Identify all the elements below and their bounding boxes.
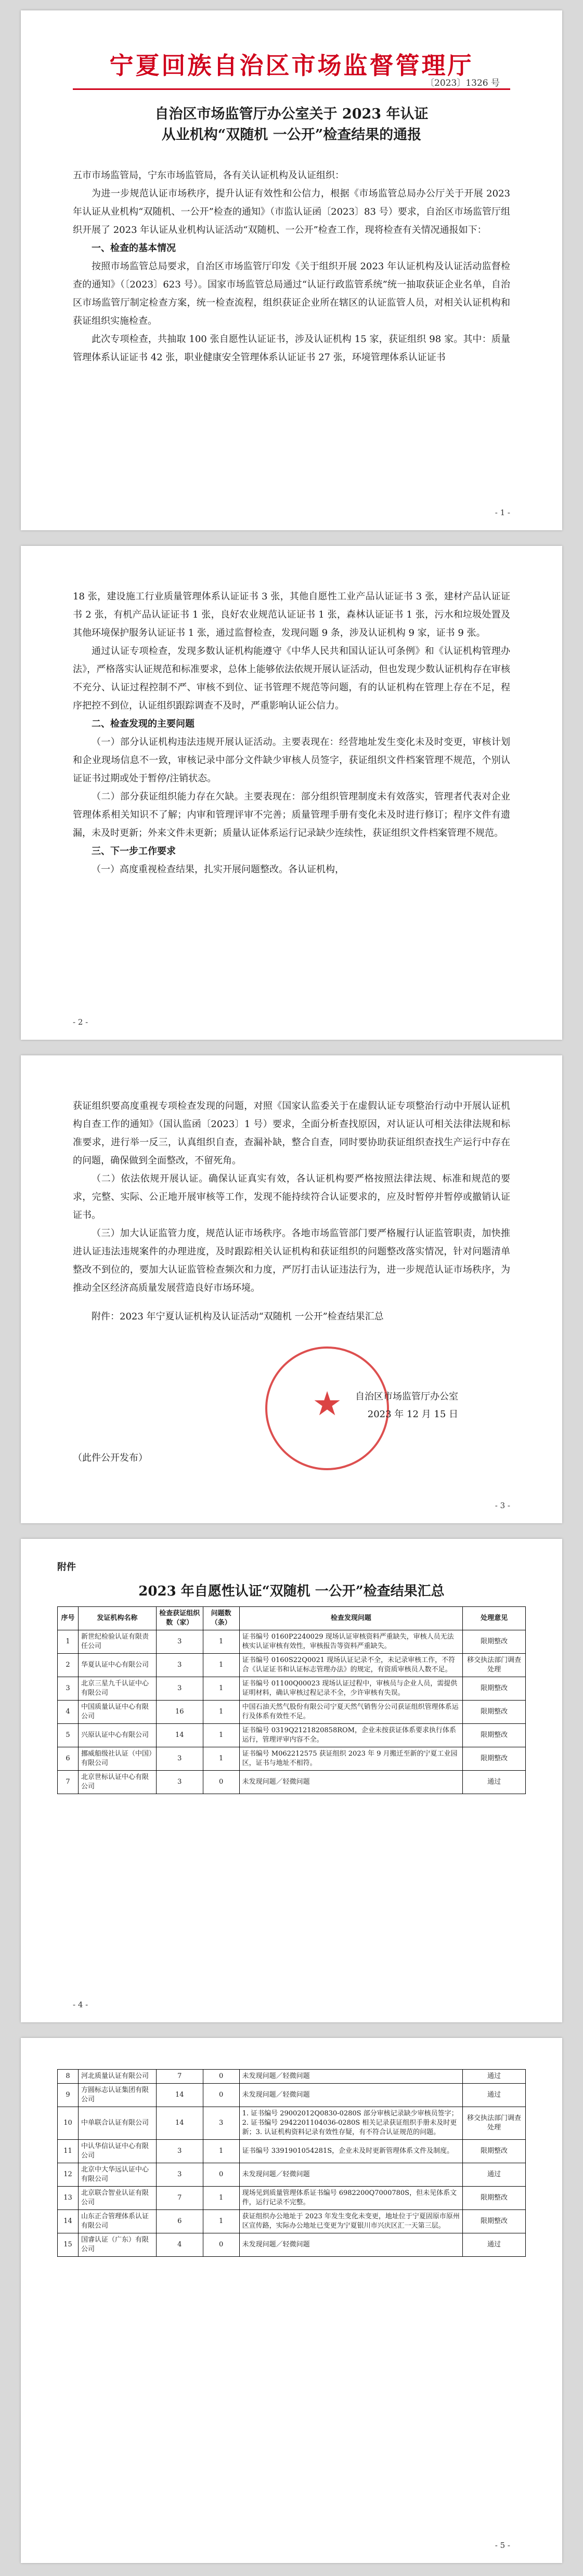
cert-body-name: 中认华信认证中心有限公司 <box>78 2140 156 2163</box>
column-header: 序号 <box>58 1607 79 1630</box>
official-seal: ★ <box>265 1346 389 1470</box>
document-page-3 <box>21 1055 562 1523</box>
table-row <box>58 1747 526 1771</box>
table-body <box>58 2070 526 2257</box>
page-number: - 3 - <box>495 1501 510 1510</box>
handling-opinion: 通过 <box>463 2233 526 2257</box>
inspected-count: 7 <box>156 2070 203 2084</box>
page-2-body <box>73 587 510 879</box>
table-row <box>58 1701 526 1724</box>
inspected-count: 3 <box>156 2163 203 2187</box>
column-header: 问题数（条） <box>203 1607 239 1630</box>
issue-date: 2023 年 12 月 15 日 <box>367 1409 458 1420</box>
issues-found: 未发现问题／轻微问题 <box>239 2084 463 2107</box>
inspected-count: 3 <box>156 2140 203 2163</box>
cert-body-name: 北京世标认证中心有限公司 <box>78 1771 156 1794</box>
table-header-row <box>58 1607 526 1630</box>
paragraph: （一）部分认证机构违法违规开展认证活动。主要表现在：经营地址发生变化未及时变更，审核计划和企业现场信息不一致，审核记录中部分文件缺少审核人员签字，获证组织文件档案管理不规范，个别认证证书过期或处于暂停/注销状态。 <box>73 737 510 784</box>
title-line-2: 从业机构“双随机 一公开”检查结果的通报 <box>161 127 422 143</box>
page-number: - 1 - <box>495 508 510 517</box>
issues-found: 现场见到质量管理体系证书编号 6982200Q7000780S，但未见体系文件，运行记录不完整。 <box>239 2187 463 2210</box>
document-title <box>21 104 562 146</box>
row-index: 12 <box>58 2163 79 2187</box>
inspected-count: 3 <box>156 1771 203 1794</box>
document-page-5 <box>21 2038 562 2563</box>
issues-found: 未发现问题／轻微问题 <box>239 2070 463 2084</box>
table-row <box>58 1724 526 1747</box>
inspected-count: 3 <box>156 1654 203 1677</box>
issue-count: 1 <box>203 1724 239 1747</box>
paragraph: 18 张，建设施工行业质量管理体系认证证书 3 张，其他自愿性工业产品认证证书 3 张，建材产品认证证书 2 张，有机产品认证证书 1 张，良好农业规范认证证书 1 张，森林认证证书 1 张，污水和垃圾处置及其他环境保护服务认证证书 1 张，通过监督检查，发现问题 9 条，涉及认证机构 9 家，证书 9 张。 <box>73 591 510 638</box>
cert-body-name: 河北质量认证有限公司 <box>78 2070 156 2084</box>
table-row <box>58 1630 526 1654</box>
row-index: 8 <box>58 2070 79 2084</box>
page-1-body <box>73 166 510 367</box>
page-number: - 2 - <box>73 1017 88 1027</box>
signature-block <box>355 1388 458 1423</box>
issue-count: 1 <box>203 1630 239 1654</box>
inspected-count: 6 <box>156 2210 203 2233</box>
issues-found: 1. 证书编号 29002012Q0830-0280S 部分审核记录缺少审核员签字；2. 证书编号 2942201104036-0280S 相关记录获证组织手册未及时更新；3. 认证机构资料记录有效性存疑，有不符合认证规范的问题。 <box>239 2107 463 2140</box>
handling-opinion: 通过 <box>463 2084 526 2107</box>
paragraph: （一）高度重视检查结果，扎实开展问题整改。各认证机构， <box>92 864 344 875</box>
column-header: 处理意见 <box>463 1607 526 1630</box>
handling-opinion: 移交执法部门调查处理 <box>463 2107 526 2140</box>
issues-found: 证书编号 01100Q00023 现场认证过程中，审核员与企业人员，需提供证明材料，确认审核过程记录不全，少许审核有失误。 <box>239 1677 463 1701</box>
handling-opinion: 限期整改 <box>463 2140 526 2163</box>
table-row <box>58 1771 526 1794</box>
inspected-count: 3 <box>156 1630 203 1654</box>
inspected-count: 14 <box>156 2107 203 2140</box>
row-index: 14 <box>58 2210 79 2233</box>
issue-count: 1 <box>203 1654 239 1677</box>
paragraph: 此次专项检查，共抽取 100 张自愿性认证证书，涉及认证机构 15 家，获证组织 98 家。其中：质量管理体系认证证书 42 张，职业健康安全管理体系认证证书 27 张，环境管理体系认证证书 <box>73 334 510 363</box>
handling-opinion: 限期整改 <box>463 1724 526 1747</box>
table-row <box>58 2187 526 2210</box>
handling-opinion: 通过 <box>463 1771 526 1794</box>
column-header: 检查发现问题 <box>239 1607 463 1630</box>
handling-opinion: 限期整改 <box>463 2210 526 2233</box>
column-header: 检查获证组织数（家） <box>156 1607 203 1630</box>
issue-count: 1 <box>203 1747 239 1771</box>
issue-count: 1 <box>203 1677 239 1701</box>
inspected-count: 14 <box>156 2084 203 2107</box>
salutation: 五市市场监管局，宁东市场监管局，各有关认证机构及认证组织： <box>73 170 344 181</box>
issue-count: 0 <box>203 2163 239 2187</box>
row-index: 10 <box>58 2107 79 2140</box>
row-index: 5 <box>58 1724 79 1747</box>
inspected-count: 3 <box>156 1747 203 1771</box>
paragraph: （二）依法依规开展认证。确保认证真实有效，各认证机构要严格按照法律法规、标准和规范的要求，完整、实际、公正地开展审核等工作，发现不能持续符合认证要求的，应及时暂停并暂停或撤销认证证书。 <box>73 1173 510 1221</box>
issues-found: 证书编号 M062212575 获证组织 2023 年 9 月搬迁至新的宁夏工业园区，证书与地址不相符。 <box>239 1747 463 1771</box>
table-row <box>58 2233 526 2257</box>
issue-count: 1 <box>203 2140 239 2163</box>
issues-found: 获证组织办公地址于 2023 年发生变化未变更，地址位于宁夏固原市原州区宣传路，实际办公地址已变更为宁夏银川市兴庆区汇一天第三层。 <box>239 2210 463 2233</box>
document-page-4 <box>21 1539 562 2022</box>
section-heading: 三、下一步工作要求 <box>92 846 176 857</box>
paragraph: 获证组织要高度重视专项检查发现的问题，对照《国家认监委关于在虚假认证专项整治行动中开展认证机构自查工作的通知》（国认监函〔2023〕1 号）要求，全面分析查找原因，对认证认可相关法律法规和标准要求，进行举一反三，认真组织自查，查漏补缺，整合自查，同时要协助获证组织查找生产运行中存在的问题，确保做到全面整改，不留死角。 <box>73 1101 510 1166</box>
issue-count: 1 <box>203 1701 239 1724</box>
row-index: 6 <box>58 1747 79 1771</box>
attachment-label: 附件 <box>57 1562 76 1573</box>
issue-count: 0 <box>203 2070 239 2084</box>
table-row <box>58 1654 526 1677</box>
row-index: 7 <box>58 1771 79 1794</box>
document-page-1 <box>21 10 562 530</box>
issue-count: 0 <box>203 2233 239 2257</box>
row-index: 1 <box>58 1630 79 1654</box>
issue-count: 0 <box>203 2084 239 2107</box>
column-header: 发证机构名称 <box>78 1607 156 1630</box>
title-line-1: 自治区市场监管厅办公室关于 2023 年认证 <box>154 106 429 122</box>
handling-opinion: 通过 <box>463 2070 526 2084</box>
handling-opinion: 限期整改 <box>463 1677 526 1701</box>
issues-found: 证书编号 3391901054281S，企业未及时更新管理体系文件及制度。 <box>239 2140 463 2163</box>
cert-body-name: 华夏认证中心有限公司 <box>78 1654 156 1677</box>
page-3-body <box>73 1097 510 1326</box>
table-row <box>58 2210 526 2233</box>
paragraph: （三）加大认证监管力度，规范认证市场秩序。各地市场监管部门要严格履行认证监管职责，加快推进认证违法违规案件的办理进度，及时跟踪相关认证机构和获证组织的问题整改落实情况，针对问题清单整改不到位的，要加大认证监管检查频次和力度，严厉打击认证违法行为，进一步规范认证市场秩序，为推动全区经济高质量发展营造良好市场环境。 <box>73 1228 510 1293</box>
inspected-count: 7 <box>156 2187 203 2210</box>
table-title: 2023 年自愿性认证“双随机 一公开”检查结果汇总 <box>138 1584 445 1599</box>
paragraph: 为进一步规范认证市场秩序，提升认证有效性和公信力，根据《市场监管总局办公厅关于开展 2023 年认证从业机构“双随机、一公开”检查的通知》（市监认证函〔2023〕83 号）要求，自治区市场监管厅组织开展了 2023 年认证从业机构认证活动“双随机、一公开”检查工作，现将检查有关情况通报如下： <box>73 188 510 236</box>
cert-body-name: 北京联合智业认证有限公司 <box>78 2187 156 2210</box>
row-index: 15 <box>58 2233 79 2257</box>
table-row <box>58 2140 526 2163</box>
issues-found: 证书编号 0319Q2121820858ROM，企业未按获证体系要求执行体系运行，管理评审内容不全。 <box>239 1724 463 1747</box>
table-body <box>58 1630 526 1794</box>
inspected-count: 14 <box>156 1724 203 1747</box>
row-index: 3 <box>58 1677 79 1701</box>
table-row <box>58 2070 526 2084</box>
row-index: 2 <box>58 1654 79 1677</box>
public-release-note: （此件公开发布） <box>73 1453 148 1463</box>
handling-opinion: 限期整改 <box>463 2187 526 2210</box>
results-table <box>57 1606 526 1794</box>
row-index: 13 <box>58 2187 79 2210</box>
inspected-count: 16 <box>156 1701 203 1724</box>
paragraph: 通过认证专项检查，发现多数认证机构能遵守《中华人民共和国认证认可条例》和《认证机构管理办法》，严格落实认证规范和标准要求，总体上能够依法依规开展认证活动，但也发现少数认证机构存在审核不充分、认证过程控制不严、审核不到位、证书管理不规范等问题，有的认证机构在管理上存在不足，程序把控不到位，认证组织跟踪调查不及时，严重影响认证公信力。 <box>73 646 510 711</box>
cert-body-name: 北京中大华远认证中心有限公司 <box>78 2163 156 2187</box>
cert-body-name: 国睿认证（广东）有限公司 <box>78 2233 156 2257</box>
issue-count: 3 <box>203 2107 239 2140</box>
handling-opinion: 通过 <box>463 2163 526 2187</box>
issues-found: 中国石油天然气股份有限公司宁夏天然气销售分公司获证组织管理体系运行及体系有效性不足。 <box>239 1701 463 1724</box>
issue-count: 0 <box>203 1771 239 1794</box>
issue-count: 1 <box>203 2210 239 2233</box>
issues-found: 证书编号 0160P2240029 现场认证审核资料严重缺失，审核人员无法核实认证审核有效性，审核报告等资料严重缺失。 <box>239 1630 463 1654</box>
cert-body-name: 挪威船级社认证（中国）有限公司 <box>78 1747 156 1771</box>
handling-opinion: 移交执法部门调查处理 <box>463 1654 526 1677</box>
cert-body-name: 兴原认证中心有限公司 <box>78 1724 156 1747</box>
cert-body-name: 北京三星九千认证中心有限公司 <box>78 1677 156 1701</box>
issues-found: 未发现问题／轻微问题 <box>239 1771 463 1794</box>
signer: 自治区市场监管厅办公室 <box>355 1391 458 1402</box>
document-page-2 <box>21 546 562 1040</box>
section-heading: 二、检查发现的主要问题 <box>92 718 195 729</box>
issuing-org-title: 宁夏回族自治区市场监督管理厅 <box>109 51 474 80</box>
handling-opinion: 限期整改 <box>463 1747 526 1771</box>
document-number: 〔2023〕1326 号 <box>425 78 500 88</box>
cert-body-name: 方圆标志认证集团有限公司 <box>78 2084 156 2107</box>
section-heading: 一、检查的基本情况 <box>92 243 176 254</box>
inspected-count: 4 <box>156 2233 203 2257</box>
paragraph: （二）部分获证组织能力存在欠缺。主要表现在：部分组织管理制度未有效落实，管理者代表对企业管理体系相关知识不了解；内审和管理评审不完善；质量管理手册有变化未及时进行修订；程序文件有遗漏，未及时更新；外来文件未更新；质量认证体系运行记录缺少连续性，获证组织文件档案管理不规范。 <box>73 791 510 839</box>
paragraph: 按照市场监管总局要求，自治区市场监管厅印发《关于组织开展 2023 年认证机构及认证活动监督检查的通知》（〔2023〕623 号）。国家市场监管总局通过“认证行政监管系统”统一抽取获证企业名单，自治区市场监管厅制定检查方案，统一检查流程，组织获证企业所在辖区的认证监管人员，对相关认证机构和获证组织实施检查。 <box>73 261 510 326</box>
handling-opinion: 限期整改 <box>463 1630 526 1654</box>
attachment-note: 附件：2023 年宁夏认证机构及认证活动“双随机 一公开”检查结果汇总 <box>92 1311 384 1322</box>
page-number: - 5 - <box>495 2541 510 2550</box>
inspected-count: 3 <box>156 1677 203 1701</box>
row-index: 9 <box>58 2084 79 2107</box>
issues-found: 证书编号 0160S22Q0021 现场认证记录不全，未记录审核工作，不符合《认证证书和认证标志管理办法》的规定，有资质审核员人数不足。 <box>239 1654 463 1677</box>
issues-found: 未发现问题／轻微问题 <box>239 2163 463 2187</box>
row-index: 4 <box>58 1701 79 1724</box>
results-table-continued <box>57 2069 526 2257</box>
cert-body-name: 中国质量认证中心有限公司 <box>78 1701 156 1724</box>
handling-opinion: 限期整改 <box>463 1701 526 1724</box>
issues-found: 未发现问题／轻微问题 <box>239 2233 463 2257</box>
cert-body-name: 新世纪检验认证有限责任公司 <box>78 1630 156 1654</box>
issue-count: 1 <box>203 2187 239 2210</box>
cert-body-name: 山东正合管理体系认证有限公司 <box>78 2210 156 2233</box>
table-row <box>58 2107 526 2140</box>
row-index: 11 <box>58 2140 79 2163</box>
table-row <box>58 1677 526 1701</box>
table-row <box>58 2163 526 2187</box>
page-number: - 4 - <box>73 2000 88 2009</box>
red-header-rule <box>73 88 510 90</box>
table-row <box>58 2084 526 2107</box>
cert-body-name: 中单联合认证有限公司 <box>78 2107 156 2140</box>
